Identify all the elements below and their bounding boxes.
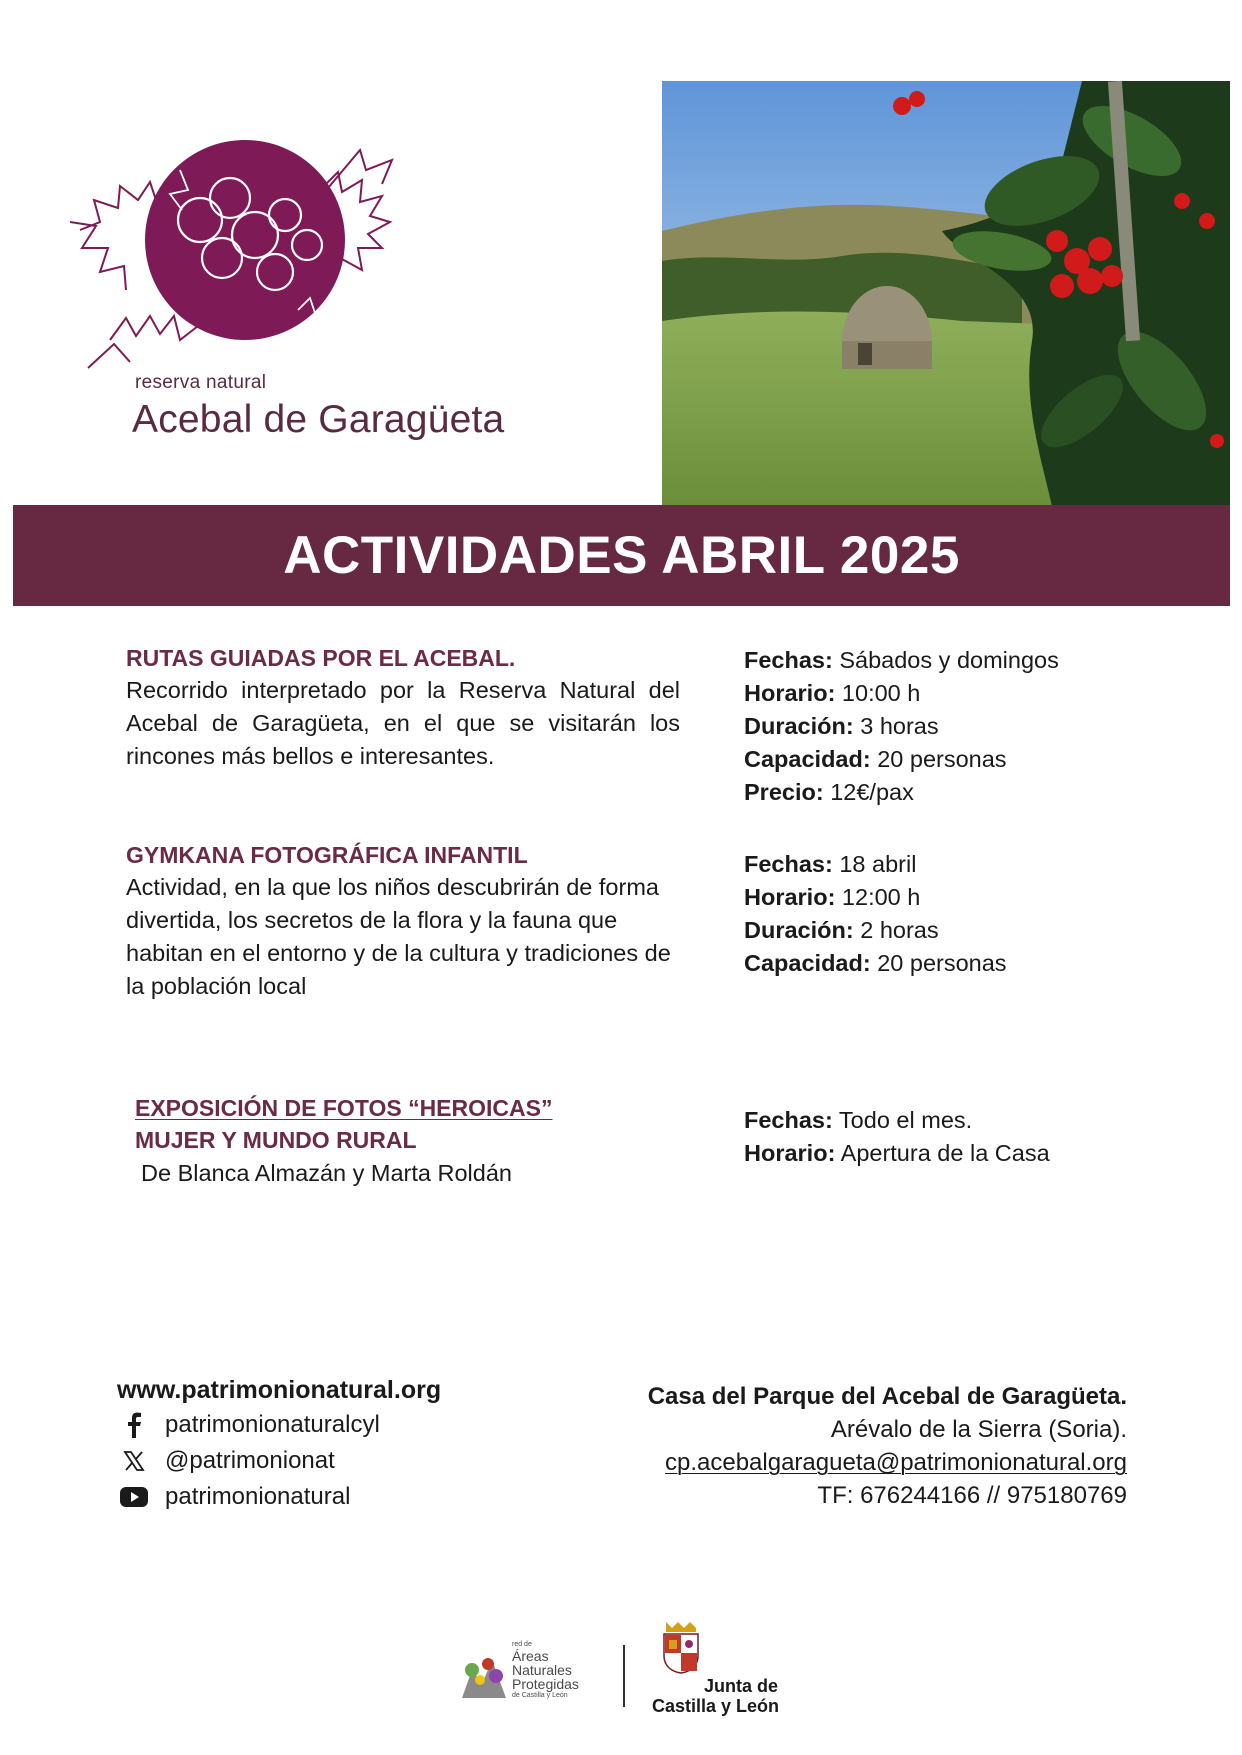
detail-row: Fechas: Sábados y domingos bbox=[744, 647, 1059, 673]
activity-2-details bbox=[744, 848, 1007, 980]
activity-3-title-line1: EXPOSICIÓN DE FOTOS “HEROICAS” bbox=[135, 1095, 553, 1121]
logo-tagline: reserva natural bbox=[135, 372, 267, 393]
red-anp-logo-icon bbox=[458, 1640, 510, 1702]
facebook-icon bbox=[118, 1411, 150, 1439]
activity-3-title-line2: MUJER Y MUNDO RURAL bbox=[135, 1127, 417, 1153]
social-x[interactable] bbox=[118, 1447, 335, 1475]
youtube-icon bbox=[118, 1483, 150, 1511]
activity-1-details bbox=[744, 644, 1059, 809]
detail-row: Horario: 10:00 h bbox=[744, 680, 921, 706]
holly-logo bbox=[70, 130, 410, 380]
detail-row: Precio: 12€/pax bbox=[744, 779, 914, 805]
facebook-handle: patrimonionaturalcyl bbox=[165, 1411, 380, 1438]
youtube-handle: patrimonionatural bbox=[165, 1483, 351, 1510]
x-icon bbox=[118, 1447, 150, 1475]
detail-row: Fechas: 18 abril bbox=[744, 851, 917, 877]
holly-landscape-photo bbox=[662, 81, 1230, 506]
activity-3-details bbox=[744, 1104, 1050, 1170]
logo-name: Acebal de Garagüeta bbox=[132, 398, 505, 441]
red-anp-logo-text: red de Áreas Naturales Protegidas de Castilla y León bbox=[512, 1641, 579, 1699]
detail-row: Capacidad: 20 personas bbox=[744, 950, 1007, 976]
contact-phone: TF: 676244166 // 975180769 bbox=[817, 1482, 1127, 1509]
contact-email[interactable]: cp.acebalgaragueta@patrimonionatural.org bbox=[665, 1449, 1127, 1476]
detail-row: Horario: 12:00 h bbox=[744, 884, 921, 910]
contact-place: Casa del Parque del Acebal de Garagüeta. bbox=[647, 1383, 1127, 1410]
activity-2-title: GYMKANA FOTOGRÁFICA INFANTIL bbox=[126, 842, 528, 868]
logo-divider bbox=[623, 1645, 625, 1707]
social-facebook[interactable] bbox=[118, 1411, 380, 1439]
activity-1-title: RUTAS GUIADAS POR EL ACEBAL. bbox=[126, 645, 516, 671]
jcyl-logo-text: Junta de Castilla y León bbox=[652, 1676, 780, 1716]
contact-location: Arévalo de la Sierra (Soria). bbox=[830, 1416, 1127, 1443]
detail-row: Capacidad: 20 personas bbox=[744, 746, 1007, 772]
activity-2-description: Actividad, en la que los niños descubrirán de forma divertida, los secretos de la flora y la fauna que habitan en el entorno y de la cultura y tradiciones de la población local bbox=[126, 874, 671, 999]
page-title: ACTIVIDADES ABRIL 2025 bbox=[283, 526, 960, 585]
detail-row: Duración: 2 horas bbox=[744, 917, 939, 943]
x-handle: @patrimonionat bbox=[165, 1447, 335, 1474]
detail-row: Duración: 3 horas bbox=[744, 713, 939, 739]
detail-row: Fechas: Todo el mes. bbox=[744, 1107, 973, 1133]
detail-row: Horario: Apertura de la Casa bbox=[744, 1140, 1050, 1166]
activity-1-description: Recorrido interpretado por la Reserva Natural del Acebal de Garagüeta, en el que se visitarán los rincones más bellos e interesantes. bbox=[126, 677, 680, 769]
social-youtube[interactable] bbox=[118, 1483, 350, 1511]
jcyl-shield-icon bbox=[660, 1620, 702, 1674]
contact-block bbox=[648, 1380, 1127, 1512]
website-link[interactable]: www.patrimonionatural.org bbox=[117, 1376, 442, 1404]
title-banner bbox=[13, 505, 1230, 606]
activity-3-authors: De Blanca Almazán y Marta Roldán bbox=[141, 1160, 512, 1186]
